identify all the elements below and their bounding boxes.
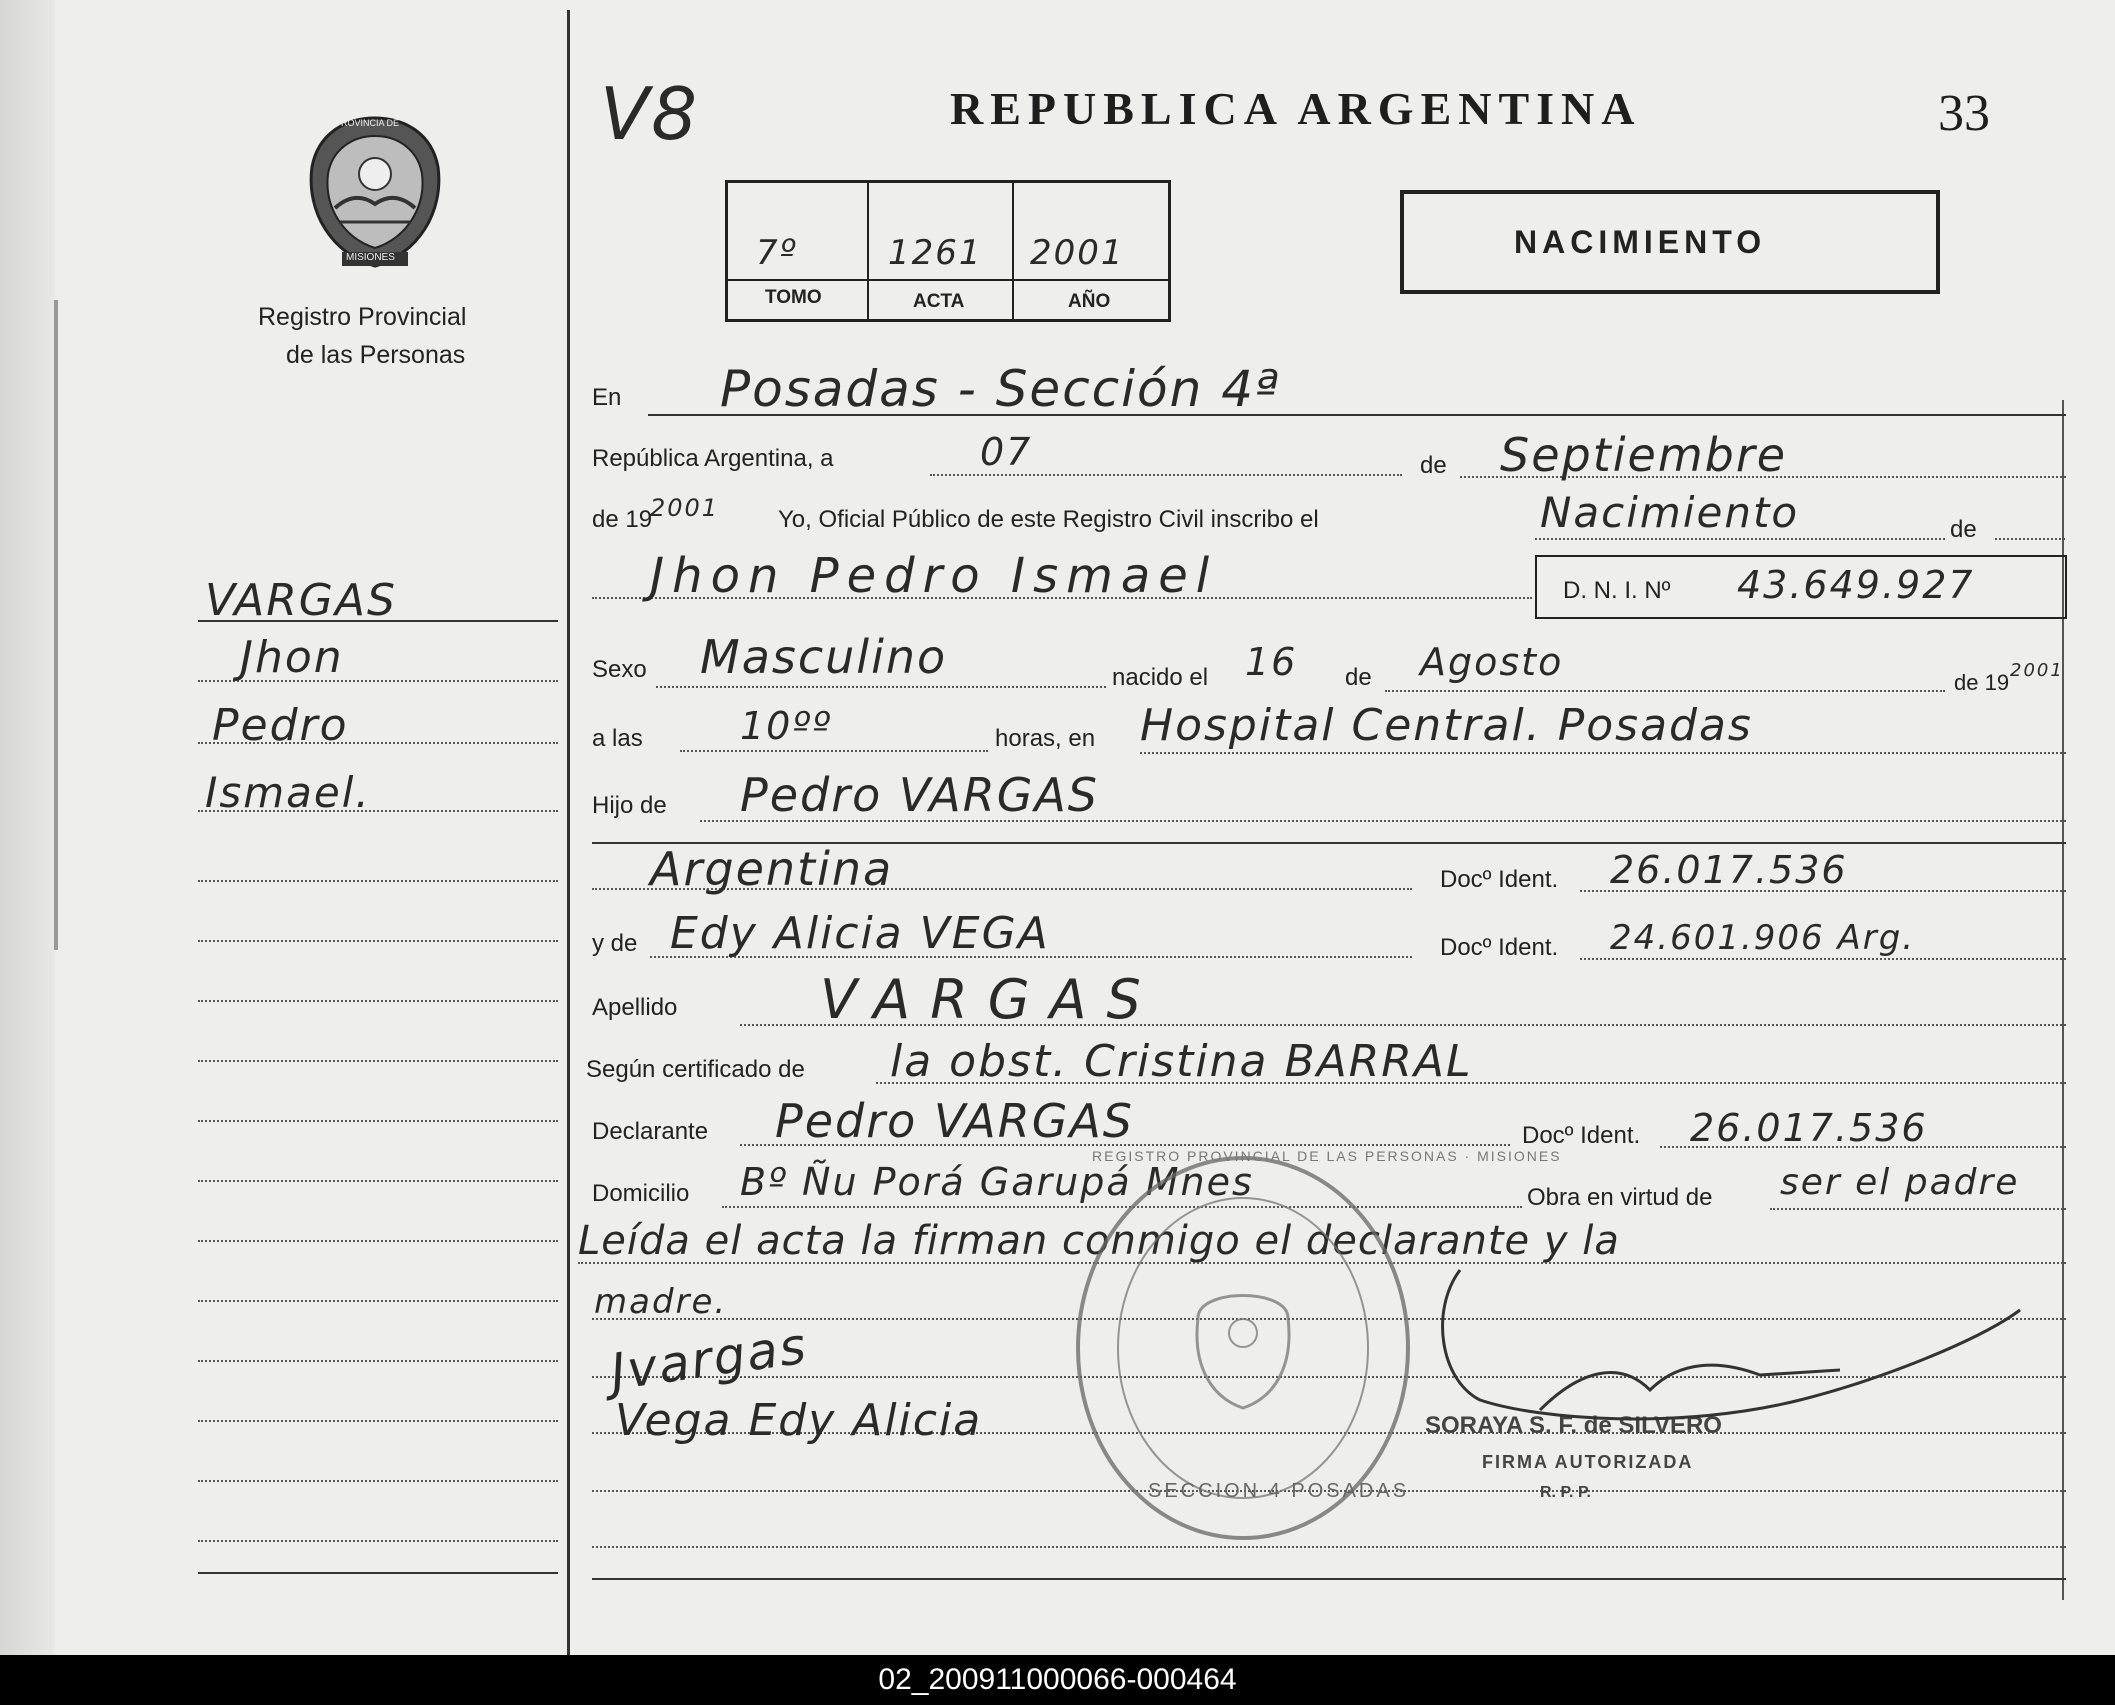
official-signature-icon xyxy=(1420,1250,2040,1450)
margin-line xyxy=(198,1180,558,1182)
registry-name-line1: Registro Provincial xyxy=(258,303,467,331)
value-declarante: Pedro VARGAS xyxy=(775,1094,1135,1148)
label-de-2: de xyxy=(1950,516,1977,543)
margin-line xyxy=(198,1360,558,1362)
label-de-19: de 19 xyxy=(1954,670,2010,695)
margin-surname: VARGAS xyxy=(205,575,397,626)
act-type-label: NACIMIENTO xyxy=(1514,224,1767,260)
registry-name-line2: de las Personas xyxy=(286,341,466,369)
corner-mark: V8 xyxy=(600,72,700,156)
margin-line xyxy=(198,1120,558,1122)
label-dni: D. N. I. Nº xyxy=(1563,577,1671,604)
margin-bottom-rule xyxy=(198,1572,558,1574)
acta-value: 1261 xyxy=(888,233,983,273)
value-sexo: Masculino xyxy=(700,630,948,684)
value-hour: 10ºº xyxy=(740,704,833,748)
misiones-coat-of-arms-icon xyxy=(300,112,450,272)
value-father: Pedro VARGAS xyxy=(740,768,1100,822)
value-cert: la obst. Cristina BARRAL xyxy=(890,1036,1473,1087)
value-mother: Edy Alicia VEGA xyxy=(670,908,1050,959)
label-doc-ident-3: Docº Ident. xyxy=(1522,1122,1641,1149)
value-year: 2001 xyxy=(650,494,720,522)
signature-mother: Vega Edy Alicia xyxy=(615,1395,983,1446)
value-leida-line2: madre. xyxy=(594,1282,728,1322)
act-number-box xyxy=(725,180,1171,322)
column-divider xyxy=(567,10,570,1655)
binding-edge xyxy=(0,0,55,1655)
margin-line xyxy=(198,1300,558,1302)
emblem-top-text: PROVINCIA DE xyxy=(335,118,400,128)
margin-line xyxy=(198,1000,558,1002)
form-bottom-rule xyxy=(592,1578,2066,1580)
label-domicilio: Domicilio xyxy=(592,1180,690,1207)
label-de-1: de xyxy=(1420,452,1447,479)
label-oficial: Yo, Oficial Público de este Registro Civil inscribo el xyxy=(778,506,1319,533)
label-doc-ident-2: Docº Ident. xyxy=(1440,934,1559,961)
label-obra: Obra en virtud de xyxy=(1527,1184,1713,1211)
value-obra: ser el padre xyxy=(1780,1162,2020,1203)
margin-name-3: Ismael. xyxy=(205,768,371,817)
acta-label: ACTA xyxy=(913,291,965,312)
label-yde: y de xyxy=(592,930,638,957)
dni-box xyxy=(1535,555,2067,619)
act-type-box xyxy=(1400,190,1940,294)
margin-line xyxy=(198,1240,558,1242)
official-name: SORAYA S. F. de SILVERO xyxy=(1425,1412,1722,1439)
value-event: Nacimiento xyxy=(1540,488,1800,537)
value-full-name: Jhon Pedro Ismael xyxy=(650,548,1218,604)
label-de-3: de xyxy=(1345,664,1372,691)
value-day: 07 xyxy=(980,430,1033,474)
value-mother-doc: 24.601.906 Arg. xyxy=(1610,918,1916,958)
official-title: FIRMA AUTORIZADA xyxy=(1482,1452,1694,1472)
value-apellido: VARGAS xyxy=(820,968,1161,1031)
label-nacido: nacido el xyxy=(1112,664,1209,691)
margin-line xyxy=(198,1480,558,1482)
emblem-bottom-text: MISIONES xyxy=(346,252,395,263)
signature-father: Jvargas xyxy=(606,1316,812,1402)
label-year-prefix: de 19 xyxy=(592,506,653,533)
value-birth-month: Agosto xyxy=(1420,640,1564,684)
margin-line xyxy=(198,1060,558,1062)
page-number: 33 xyxy=(1938,85,1990,142)
margin-name-1: Jhon xyxy=(240,632,344,683)
value-leida-line: Leída el acta la firman conmigo el declarante y la xyxy=(578,1218,1620,1264)
margin-line xyxy=(198,1420,558,1422)
margin-line xyxy=(198,940,558,942)
label-sexo: Sexo xyxy=(592,656,647,683)
value-declarante-doc: 26.017.536 xyxy=(1690,1106,1928,1150)
tomo-value: 7º xyxy=(756,233,798,273)
value-dni: 43.649.927 xyxy=(1737,563,1975,607)
margin-line xyxy=(198,880,558,882)
label-hijo: Hijo de xyxy=(592,792,667,819)
label-doc-ident-1: Docº Ident. xyxy=(1440,866,1559,893)
value-month: Septiembre xyxy=(1500,428,1788,482)
label-republica: República Argentina, a xyxy=(592,445,834,472)
margin-name-2: Pedro xyxy=(212,700,349,751)
official-org: R. P. P. xyxy=(1540,1484,1591,1501)
value-father-doc: 26.017.536 xyxy=(1610,848,1848,892)
label-declarante: Declarante xyxy=(592,1118,709,1145)
value-birth-year: 2001 xyxy=(2010,660,2064,681)
label-horas: horas, en xyxy=(995,725,1096,752)
label-en: En xyxy=(592,384,622,411)
value-father-nationality: Argentina xyxy=(650,842,894,896)
image-id-footer: 02_200911000066-000464 xyxy=(0,1655,2115,1705)
seal-ring-text: REGISTRO PROVINCIAL DE LAS PERSONAS · MISIONES xyxy=(1092,1148,1562,1164)
ano-label: AÑO xyxy=(1068,291,1111,312)
value-birth-place: Hospital Central. Posadas xyxy=(1140,700,1753,751)
seal-inner-text: SECCION 4 POSADAS xyxy=(1148,1480,1410,1502)
label-alas: a las xyxy=(592,725,643,752)
value-domicilio: Bº Ñu Porá Garupá Mnes xyxy=(740,1160,1254,1204)
value-birth-day: 16 xyxy=(1245,640,1298,684)
label-apellido: Apellido xyxy=(592,994,678,1021)
binding-line xyxy=(54,300,58,950)
tomo-label: TOMO xyxy=(765,287,822,308)
margin-line xyxy=(198,1540,558,1542)
ano-value: 2001 xyxy=(1030,233,1125,273)
country-title: REPUBLICA ARGENTINA xyxy=(950,83,1642,134)
label-cert: Según certificado de xyxy=(586,1056,805,1083)
value-place: Posadas - Sección 4ª xyxy=(720,360,1281,418)
